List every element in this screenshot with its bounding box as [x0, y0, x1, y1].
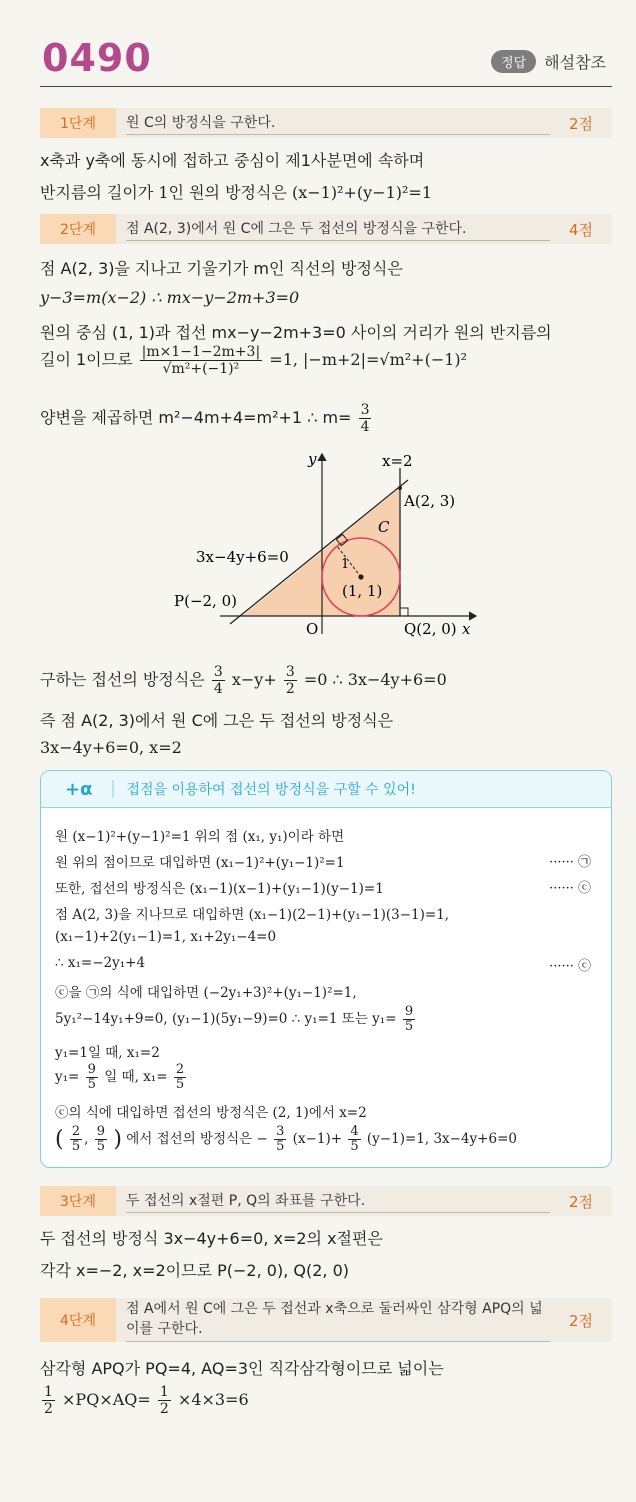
tip-line-4: 점 A(2, 3)을 지나므로 대입하면 (x₁−1)(2−1)+(y₁−1)(3−1)=1,: [55, 907, 450, 923]
center-label: (1, 1): [342, 582, 383, 600]
step-2-line-4-pre: 길이 1이므로: [40, 350, 133, 369]
point-q-label: Q(2, 0): [404, 620, 457, 638]
tip-frac-9-5-a: [403, 1005, 415, 1034]
step-2-line-3: 원의 중심 (1, 1)과 접선 mx−y−2m+3=0 사이의 거리가 원의 반지름의: [40, 323, 552, 342]
coef-1-den: 4: [213, 681, 223, 697]
point-a-label: A(2, 3): [404, 492, 456, 510]
frac-den: 5: [276, 1139, 285, 1154]
step-2-line-4-post: =1, |−m+2|=√m²+(−1)²: [269, 350, 468, 369]
step-3-header: [40, 1186, 612, 1216]
plus-alpha-icon: +α: [65, 778, 93, 800]
frac-den: 5: [71, 1139, 81, 1154]
tip-line-8: [55, 1005, 417, 1034]
tangent-equation-label: 3x−4y+6=0: [196, 548, 289, 566]
tangent-coef-1: [212, 664, 225, 697]
tip-mark-1: ······ ㉠: [549, 855, 591, 870]
step-2-line-6-post: =0 ∴ 3x−4y+6=0: [303, 670, 447, 689]
step-2-line-1: 점 A(2, 3)을 지나고 기울기가 m인 직선의 방정식은: [40, 259, 403, 278]
origin-label: O: [306, 620, 319, 638]
step-2-line-4: [40, 344, 467, 377]
half-fraction-1: [42, 1384, 55, 1417]
tip-line-12-a: 에서 접선의 방정식은 −: [126, 1131, 268, 1147]
step-2-header: [40, 214, 612, 244]
tip-line-1: 원 (x−1)²+(y−1)²=1 위의 점 (x₁, y₁)이라 하면: [55, 829, 345, 845]
frac-den: 5: [175, 1077, 185, 1092]
frac-num: 4: [350, 1124, 359, 1139]
coef-2-num: 3: [285, 664, 295, 680]
tip-frac-9-5-b: [86, 1063, 98, 1092]
radius-label: 1: [341, 557, 350, 572]
frac-num: 9: [404, 1004, 414, 1019]
tip-separator: [112, 780, 114, 798]
step-4-points: 2점: [568, 1311, 594, 1330]
point-p-label: P(−2, 0): [174, 592, 237, 610]
tip-line-9: y₁=1일 때, x₁=2: [55, 1045, 160, 1061]
tangent-figure: [160, 448, 490, 648]
tip-line-5: (x₁−1)+2(y₁−1)=1, x₁+2y₁−4=0: [55, 929, 277, 945]
tip-line-10: [55, 1063, 188, 1092]
step-2-tag: 2단계: [40, 214, 116, 244]
step-4-line-1: 삼각형 APQ가 PQ=4, AQ=3인 직각삼각형이므로 넓이는: [40, 1359, 444, 1378]
step-1-header: [40, 108, 612, 138]
step-2-line-6-pre: 구하는 접선의 방정식은: [40, 670, 205, 689]
tip-box: [40, 770, 612, 1168]
paren-close: ): [113, 1127, 122, 1152]
tip-line-2: 원 위의 점이므로 대입하면 (x₁−1)²+(y₁−1)²=1: [55, 855, 345, 871]
paren-open: (: [55, 1127, 64, 1152]
tip-mark-2: ······ ⓒ: [549, 881, 591, 896]
step-2-points: 4점: [568, 220, 594, 239]
frac-den: 5: [96, 1139, 106, 1154]
tip-line-10-b: 일 때, x₁=: [104, 1069, 168, 1085]
step-3-tag: 3단계: [40, 1186, 116, 1216]
line-x2-label: x=2: [382, 452, 413, 470]
step-1-line-1: x축과 y축에 동시에 접하고 중심이 제1사분면에 속하며: [40, 151, 425, 170]
frac-num: 9: [96, 1124, 106, 1139]
step-1-tag: 1단계: [40, 108, 116, 138]
point-a-dot: [398, 486, 402, 490]
answer-text: 해설참조: [544, 53, 606, 72]
step-4-desc: 점 A에서 원 C에 그은 두 접선과 x축으로 둘러싸인 삼각형 APQ의 넓이를 구한다.: [126, 1299, 550, 1342]
answer-box: [491, 50, 606, 73]
step-2-desc: 점 A(2, 3)에서 원 C에 그은 두 접선의 방정식을 구한다.: [126, 218, 550, 241]
problem-number: 0490: [42, 36, 152, 80]
step-4-line-2: [40, 1384, 249, 1417]
circle-c-label: C: [378, 518, 390, 536]
tip-frac-2-5-a: [174, 1063, 186, 1092]
distance-numerator: |m×1−1−2m+3|: [141, 344, 261, 360]
tip-line-12: ( $\frac{2}{5}$ , $\frac{9}{5}$ ) 에서 접선의 방정식은 − $\frac{3}{5}$ (x−1)+ $\frac{4}{5}$ (y−1)=1, 3x−4y+6=0: [55, 1124, 517, 1154]
frac-den: 5: [87, 1077, 96, 1092]
frac-num: 2: [71, 1124, 81, 1139]
half-fraction-2: [158, 1384, 171, 1417]
tip-frac-3-5: [274, 1125, 286, 1154]
distance-fraction: [140, 344, 263, 377]
tip-mark-3: ······ ⓒ: [549, 959, 591, 974]
tip-line-12-b: (x−1)+: [292, 1131, 343, 1147]
step-3-points: 2점: [568, 1192, 594, 1211]
frac-num: 1: [44, 1384, 53, 1400]
x-axis-label: x: [462, 620, 471, 638]
tip-frac-2-5-b: [70, 1125, 82, 1154]
center-point: [358, 574, 363, 579]
tip-header: [41, 771, 611, 808]
frac-num: 1: [159, 1384, 169, 1400]
frac-den: 2: [44, 1401, 53, 1417]
frac-num: 3: [276, 1124, 285, 1139]
tip-line-10-a: y₁=: [55, 1069, 80, 1085]
step-1-line-2: 반지름의 길이가 1인 원의 방정식은 (x−1)²+(y−1)²=1: [40, 183, 433, 202]
distance-denominator: √m²+(−1)²: [162, 361, 240, 377]
tip-frac-9-5-c: [95, 1125, 107, 1154]
slope-numerator: 3: [360, 402, 370, 418]
tip-line-3: 또한, 접선의 방정식은 (x₁−1)(x−1)+(y₁−1)(y−1)=1: [55, 881, 384, 897]
right-angle-q: [400, 608, 408, 616]
frac-num: 9: [87, 1062, 96, 1077]
tip-line-8-text: 5y₁²−14y₁+9=0, (y₁−1)(5y₁−9)=0 ∴ y₁=1 또는 y₁=: [55, 1011, 397, 1027]
frac-den: 5: [350, 1139, 359, 1154]
step-3-line-1: 두 접선의 방정식 3x−4y+6=0, x=2의 x절편은: [40, 1229, 383, 1248]
step-3-line-2: 각각 x=−2, x=2이므로 P(−2, 0), Q(2, 0): [40, 1261, 349, 1280]
step-4-header: [40, 1298, 612, 1342]
y-axis-label: y: [308, 450, 317, 468]
step-2-line-2: y−3=m(x−2) ∴ mx−y−2m+3=0: [40, 288, 300, 307]
tip-title: 접점을 이용하여 접선의 방정식을 구할 수 있어!: [126, 782, 416, 798]
slope-denominator: 4: [360, 419, 370, 435]
step-2-line-8: 3x−4y+6=0, x=2: [40, 738, 182, 757]
step-4-line-2-mid: ×PQ×AQ=: [62, 1390, 151, 1409]
header-divider: [40, 86, 612, 87]
step-2-line-5-pre: 양변을 제곱하면 m²−4m+4=m²+1 ∴ m=: [40, 408, 352, 427]
step-1-desc: 원 C의 방정식을 구한다.: [126, 112, 550, 135]
answer-tag: 정답: [491, 50, 536, 73]
step-2-line-6-mid: x−y+: [231, 670, 277, 689]
step-4-line-2-post: ×4×3=6: [177, 1390, 249, 1409]
tip-line-11: ⓒ의 식에 대입하면 접선의 방정식은 (2, 1)에서 x=2: [55, 1105, 367, 1121]
step-1-points: 2점: [568, 114, 594, 133]
tip-line-6: ∴ x₁=−2y₁+4: [55, 955, 146, 971]
coef-2-den: 2: [285, 681, 295, 697]
tip-line-12-c: (y−1)=1, 3x−4y+6=0: [366, 1131, 517, 1147]
frac-num: 2: [175, 1062, 185, 1077]
step-3-desc: 두 접선의 x절편 P, Q의 좌표를 구한다.: [126, 1190, 550, 1213]
coef-1-num: 3: [213, 664, 223, 680]
step-4-tag: 4단계: [40, 1298, 116, 1342]
step-2-line-7: 즉 점 A(2, 3)에서 원 C에 그은 두 접선의 방정식은: [40, 711, 394, 730]
step-2-line-5: [40, 402, 373, 435]
tangent-coef-2: [284, 664, 297, 697]
frac-den: 5: [404, 1019, 414, 1034]
tip-line-7: ⓒ을 ㉠의 식에 대입하면 (−2y₁+3)²+(y₁−1)²=1,: [55, 985, 357, 1001]
slope-fraction: [359, 402, 372, 435]
step-2-line-6: [40, 664, 447, 697]
tip-frac-4-5: [348, 1125, 360, 1154]
frac-den: 2: [159, 1401, 169, 1417]
